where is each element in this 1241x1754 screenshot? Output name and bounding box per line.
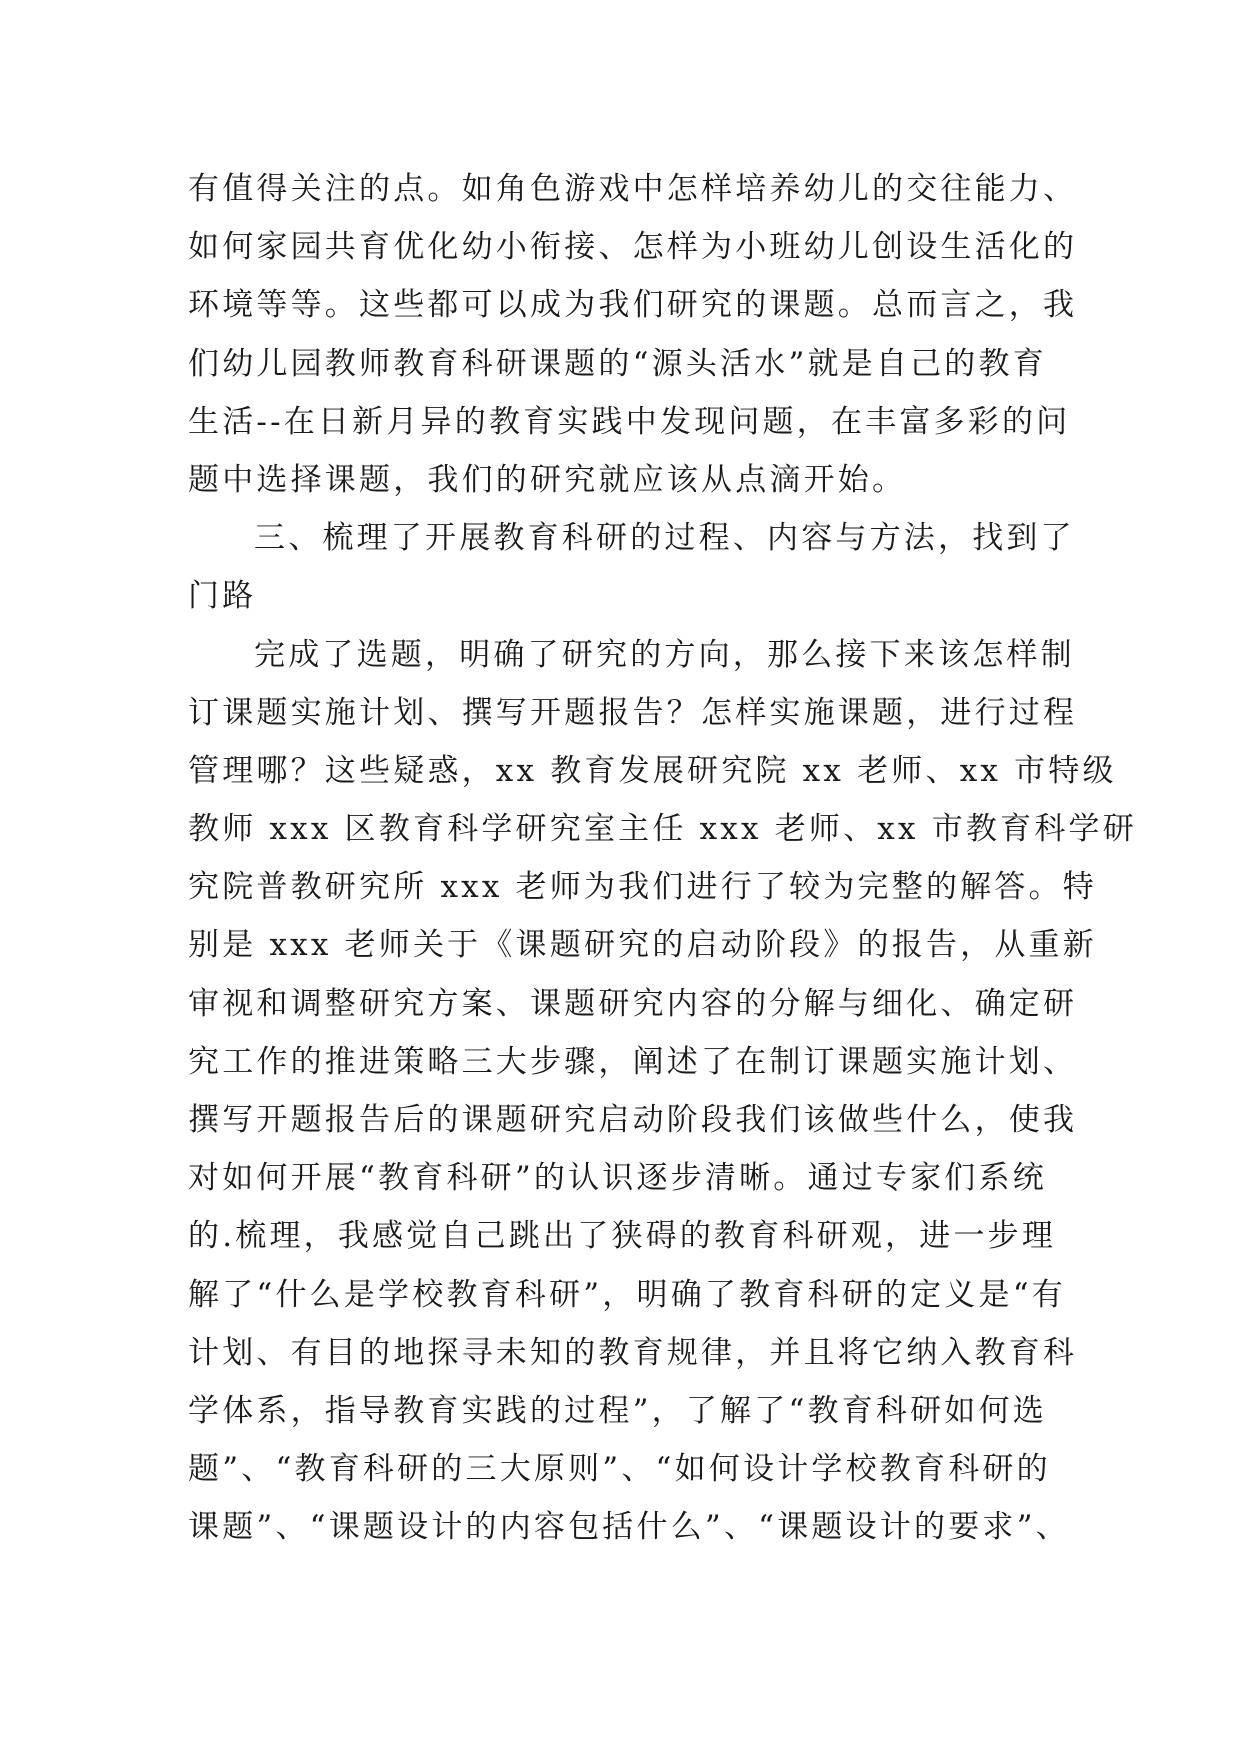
- text-line: 如何家园共育优化幼小衔接、怎样为小班幼儿创设生活化的: [188, 229, 1078, 266]
- text-line: 题”、“教育科研的三大原则”、“如何设计学校教育科研的: [188, 1451, 1051, 1488]
- section-heading-continuation: 门路: [188, 578, 257, 615]
- section-heading: 三、梳理了开展教育科研的过程、内容与方法，找到了: [254, 520, 1075, 557]
- text-line: 解了“什么是学校教育科研”，明确了教育科研的定义是“有: [188, 1276, 1066, 1313]
- text-line: 审视和调整研究方案、课题研究内容的分解与细化、确定研: [188, 985, 1078, 1022]
- text-line: 撰写开题报告后的课题研究启动阶段我们该做些什么，使我: [188, 1102, 1078, 1138]
- text-line: 有值得关注的点。如角色游戏中怎样培养幼儿的交往能力、: [188, 171, 1078, 207]
- body-text: [188, 160, 1137, 1557]
- text-line: 们幼儿园教师教育科研课题的“源头活水”就是自己的教育: [188, 345, 1047, 382]
- text-line: 订课题实施计划、撰写开题报告？怎样实施课题，进行过程: [188, 694, 1078, 731]
- text-line: 别是 xxx 老师关于《课题研究的启动阶段》的报告，从重新: [188, 927, 1097, 964]
- text-line: 题中选择课题，我们的研究就应该从点滴开始。: [188, 461, 907, 498]
- text-line: 学体系，指导教育实践的过程”，了解了“教育科研如何选: [188, 1392, 1047, 1429]
- text-line: 教师 xxx 区教育科学研究室主任 xxx 老师、xx 市教育科学研: [188, 811, 1137, 848]
- text-line: 的.梳理，我感觉自己跳出了狭碍的教育科研观，进一步理: [188, 1218, 1057, 1255]
- text-line: 完成了选题，明确了研究的方向，那么接下来该怎样制: [254, 636, 1075, 673]
- text-line: 管理哪？这些疑惑，xx 教育发展研究院 xx 老师、xx 市特级: [188, 752, 1117, 789]
- text-line: 究院普教研究所 xxx 老师为我们进行了较为完整的解答。特: [188, 869, 1097, 906]
- text-line: 生活--在日新月异的教育实践中发现问题，在丰富多彩的问: [188, 403, 1071, 440]
- text-line: 究工作的推进策略三大步骤，阐述了在制订课题实施计划、: [188, 1043, 1078, 1080]
- text-line: 计划、有目的地探寻未知的教育规律，并且将它纳入教育科: [188, 1334, 1078, 1371]
- text-line: 对如何开展“教育科研”的认识逐步清晰。通过专家们系统: [188, 1160, 1047, 1197]
- text-line: 环境等等。这些都可以成为我们研究的课题。总而言之，我: [188, 287, 1078, 324]
- text-line: 课题”、“课题设计的内容包括什么”、“课题设计的要求”、: [188, 1509, 1070, 1546]
